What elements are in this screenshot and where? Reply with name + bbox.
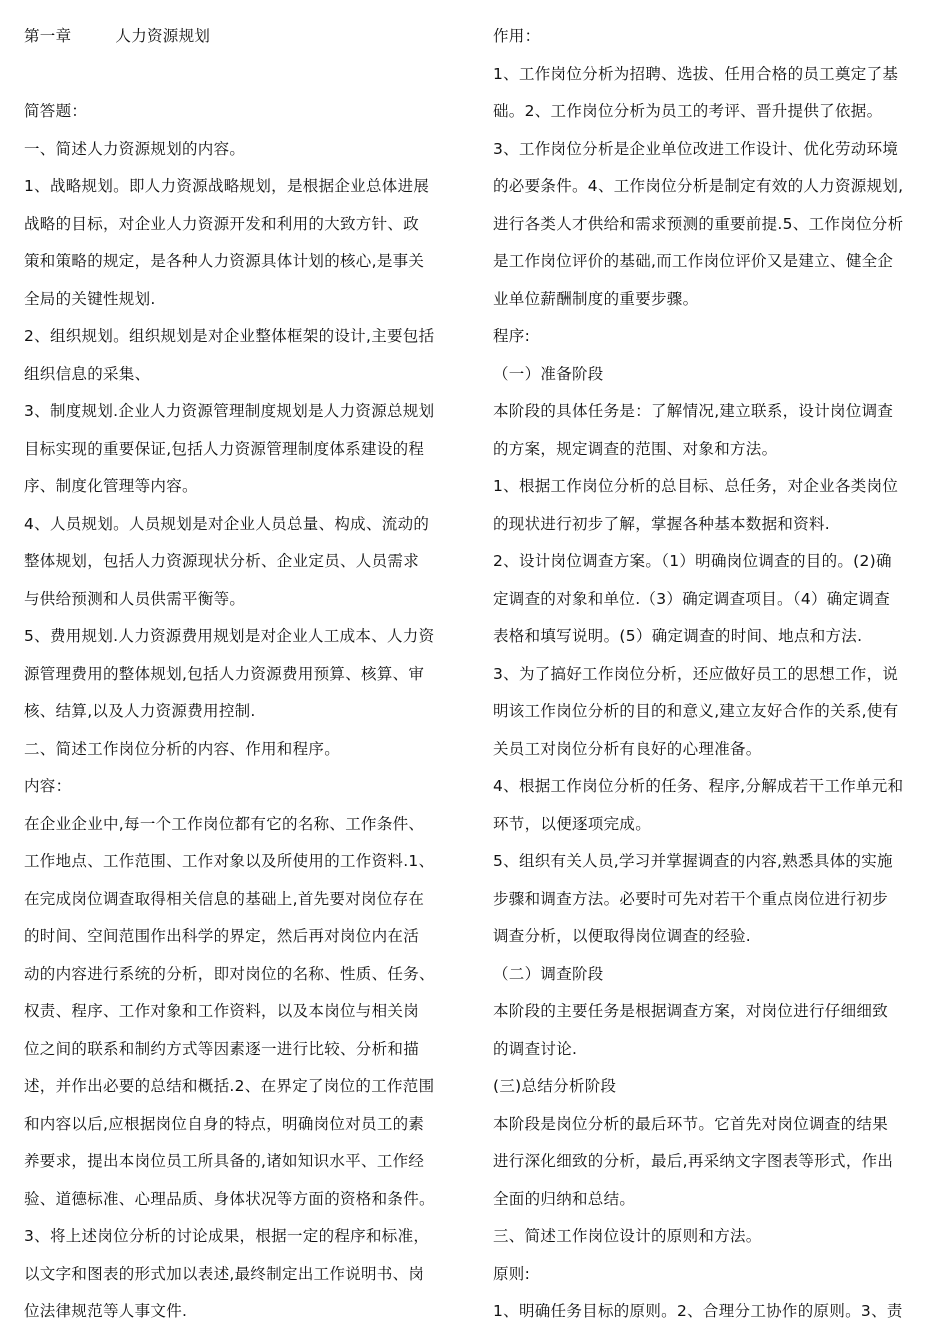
text-line: 业单位薪酬制度的重要步骤。 <box>493 289 699 308</box>
text-line: 简答题： <box>24 102 88 120</box>
text-line: 3、为了搞好工作岗位分析，还应做好员工的思想工作，说 <box>493 664 899 683</box>
text-line: （二）调查阶段 <box>493 964 604 983</box>
text-line: 本阶段是岗位分析的最后环节。它首先对岗位调查的结果 <box>493 1114 889 1133</box>
text-line: 1、明确任务目标的原则。2、合理分工协作的原则。3、责 <box>493 1302 903 1320</box>
left-column-text <box>24 93 464 1331</box>
text-line: 二、简述工作岗位分析的内容、作用和程序。 <box>24 739 341 758</box>
text-line: 5、费用规划.人力资源费用规划是对企业人工成本、人力资 <box>24 627 435 645</box>
text-line: 的调查讨论. <box>493 1039 578 1058</box>
text-line: 在完成岗位调查取得相关信息的基础上,首先要对岗位存在 <box>24 889 425 908</box>
text-line: 内容： <box>24 777 72 795</box>
text-line: （一）准备阶段 <box>493 364 604 383</box>
text-line: 1、根据工作岗位分析的总目标、总任务，对企业各类岗位 <box>493 477 899 495</box>
left-column <box>24 18 464 1331</box>
text-line: 的时间、空间范围作出科学的界定，然后再对岗位内在活 <box>24 927 420 945</box>
text-line: 的必要条件。4、工作岗位分析是制定有效的人力资源规划, <box>493 177 904 195</box>
text-line: 策和策略的规定，是各种人力资源具体计划的核心,是事关 <box>24 252 425 270</box>
text-line: 全局的关键性规划. <box>24 289 156 308</box>
chapter-label: 第一章 <box>24 27 72 45</box>
text-line: 4、根据工作岗位分析的任务、程序,分解成若干工作单元和 <box>493 777 904 795</box>
text-line: 源管理费用的整体规划,包括人力资源费用预算、核算、审 <box>24 664 425 683</box>
text-line: 位法律规范等人事文件. <box>24 1302 188 1320</box>
text-line: 三、简述工作岗位设计的原则和方法。 <box>493 1227 762 1245</box>
text-line: 本阶段的具体任务是：了解情况,建立联系，设计岗位调查 <box>493 402 894 420</box>
text-line: 本阶段的主要任务是根据调查方案，对岗位进行仔细细致 <box>493 1002 889 1020</box>
text-line: 定调查的对象和单位.（3）确定调查项目。（4）确定调查 <box>493 589 891 608</box>
text-line: 工作地点、工作范围、工作对象以及所使用的工作资料.1、 <box>24 852 435 870</box>
text-line: 述，并作出必要的总结和概括.2、在界定了岗位的工作范围 <box>24 1077 435 1095</box>
text-line: 验、道德标准、心理品质、身体状况等方面的资格和条件。 <box>24 1189 435 1208</box>
text-line: 以文字和图表的形式加以表述,最终制定出工作说明书、岗 <box>24 1264 425 1283</box>
text-line: 和内容以后,应根据岗位自身的特点，明确岗位对员工的素 <box>24 1114 425 1133</box>
text-line: 在企业企业中,每一个工作岗位都有它的名称、工作条件、 <box>24 814 425 833</box>
text-line: 5、组织有关人员,学习并掌握调查的内容,熟悉具体的实施 <box>493 852 893 870</box>
text-line: 明该工作岗位分析的目的和意义,建立友好合作的关系,使有 <box>493 702 899 720</box>
chapter-title: 人力资源规划 <box>115 27 211 45</box>
text-line: 2、组织规划。组织规划是对企业整体框架的设计,主要包括 <box>24 327 435 345</box>
text-line: 位之间的联系和制约方式等因素逐一进行比较、分析和描 <box>24 1039 420 1058</box>
text-line: (三)总结分析阶段 <box>493 1077 617 1095</box>
spacer <box>24 56 464 94</box>
text-line: 3、将上述岗位分析的讨论成果，根据一定的程序和标准， <box>24 1227 430 1245</box>
text-line: 程序: <box>493 327 531 345</box>
text-line: 表格和填写说明。(5）确定调查的时间、地点和方法. <box>493 627 863 645</box>
text-line: 养要求，提出本岗位员工所具备的,诸如知识水平、工作经 <box>24 1152 425 1170</box>
text-line: 关员工对岗位分析有良好的心理准备。 <box>493 739 762 758</box>
text-line: 2、设计岗位调查方案。（1）明确岗位调查的目的。(2)确 <box>493 552 892 570</box>
text-line: 调查分析，以便取得岗位调查的经验. <box>493 927 752 945</box>
text-line: 序、制度化管理等内容。 <box>24 477 198 495</box>
text-line: 作用： <box>493 27 541 45</box>
text-line: 1、战略规划。即人力资源战略规划，是根据企业总体进展 <box>24 177 430 195</box>
text-line: 环节，以便逐项完成。 <box>493 814 652 833</box>
text-line: 原则: <box>493 1264 531 1283</box>
text-line: 一、简述人力资源规划的内容。 <box>24 139 246 158</box>
right-column-text <box>493 18 930 1331</box>
text-line: 进行各类人才供给和需求预测的重要前提.5、工作岗位分析 <box>493 214 904 233</box>
text-line: 整体规划，包括人力资源现状分析、企业定员、人员需求 <box>24 552 420 570</box>
text-line: 核、结算,以及人力资源费用控制. <box>24 702 256 720</box>
right-column <box>493 18 930 1331</box>
text-line: 础。2、工作岗位分析为员工的考评、晋升提供了依据。 <box>493 102 883 120</box>
text-line: 是工作岗位评价的基础,而工作岗位评价又是建立、健全企 <box>493 252 894 270</box>
text-line: 战略的目标，对企业人力资源开发和利用的大致方针、政 <box>24 214 420 233</box>
text-line: 4、人员规划。人员规划是对企业人员总量、构成、流动的 <box>24 514 430 533</box>
text-line: 与供给预测和人员供需平衡等。 <box>24 589 246 608</box>
chapter-heading <box>24 18 464 56</box>
text-line: 的方案，规定调查的范围、对象和方法。 <box>493 439 778 458</box>
text-line: 组织信息的采集、 <box>24 364 151 383</box>
text-line: 步骤和调查方法。必要时可先对若干个重点岗位进行初步 <box>493 889 889 908</box>
text-line: 3、制度规划.企业人力资源管理制度规划是人力资源总规划 <box>24 402 435 420</box>
text-line: 权责、程序、工作对象和工作资料，以及本岗位与相关岗 <box>24 1002 420 1020</box>
text-line: 1、工作岗位分析为招聘、选拔、任用合格的员工奠定了基 <box>493 64 899 83</box>
text-line: 全面的归纳和总结。 <box>493 1189 636 1208</box>
text-line: 进行深化细致的分析，最后,再采纳文字图表等形式，作出 <box>493 1152 894 1170</box>
text-line: 的现状进行初步了解，掌握各种基本数据和资料. <box>493 514 831 533</box>
text-line: 动的内容进行系统的分析，即对岗位的名称、性质、任务、 <box>24 964 435 983</box>
text-line: 3、工作岗位分析是企业单位改进工作设计、优化劳动环境 <box>493 139 899 158</box>
text-line: 目标实现的重要保证,包括人力资源管理制度体系建设的程 <box>24 439 425 458</box>
